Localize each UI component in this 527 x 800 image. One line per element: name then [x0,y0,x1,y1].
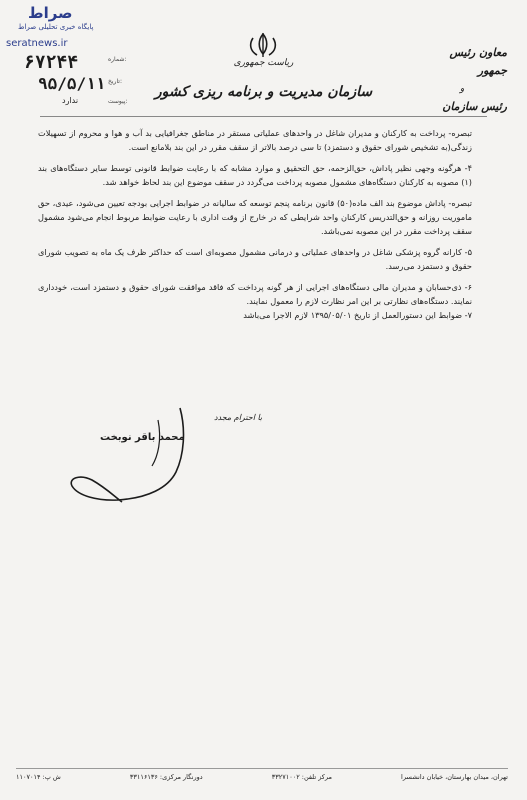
paragraph-note2: تبصره- پاداش موضوع بند الف ماده(۵۰) قانون برنامه پنجم توسعه که سالیانه در ضوابط اجرایی بودجه تعیین می‌شود، عیدی، حق ماموریت روزانه و حق‌التدریس کارکنان واحد شرایطی که در خارج از وقت اداری با رعایت ضوابط مربوط انجام می‌شود مشمول سقف پرداخت مقرر در این مصوبه نمی‌باشد. [38,198,473,236]
footer-fax: دورنگار مرکزی: ۳۳۱۱۶۱۳۶ [129,773,203,781]
watermark-logo: صراط [28,4,73,22]
paragraph-item4: ۴- هرگونه وجهی نظیر پاداش، حق‌الزحمه، حق التحقیق و موارد مشابه که با رعایت ضوابط قانونی توسط سایر دستگاه‌های بند (۱) مصوبه به کارکنان دستگاه‌های مشمول مصوبه پرداخت می‌گردد در سقف موضوع این بند لحاظ خواهد شد. [38,163,472,187]
paragraph-note1: تبصره- پرداخت به کارکنان و مدیران شاغل در واحدهای عملیاتی مستقر در مناطق جغرافیایی بد آب و هوا و محروم از تسهیلات زندگی(به تشخیص شورای حقوق و دستمزد) تا سی درصد بالاتر از سقف مقرر در این بند بلامانع است. [38,128,472,152]
paragraph-item7: ۷- ضوابط این دستورالعمل از تاریخ ۱۳۹۵/۰۵/۰۱ لازم الاجرا می‌باشد [243,310,472,320]
watermark-subtitle: پایگاه خبری تحلیلی صراط [18,23,94,31]
number-label: شماره: [108,56,127,63]
signer-name: محمد باقر نوبخت [100,432,185,443]
footer-postcode: ش پ: ۱۱۰۷۰۱۴ [16,773,61,781]
iran-emblem-icon [244,32,282,58]
letter-footer [16,768,508,781]
footer-phone: مرکز تلفن: ۳۳۲۷۱۰۰۲ [271,773,332,781]
closing-phrase: با احترام مجدد [214,413,263,422]
letter-attachment: ندارد [62,96,79,105]
letter-body [38,126,472,322]
recipient-line1: معاون رئیس جمهور [449,46,507,77]
footer-address: تهران، میدان بهارستان، خیابان دانشسرا [401,773,508,781]
paragraph-item5: ۵- کارانه گروه پزشکی شاغل در واحدهای عملیاتی و درمانی مشمول مصوبه‌ای است که حداکثر ظرف یک ماه به تصویب شورای حقوق و دستمزد می‌رسد. [38,247,472,271]
org-line1: ریاست جمهوری [233,58,294,68]
date-label: تاریخ: [108,78,122,85]
paragraph-item6: ۶- ذی‌حسابان و مدیران مالی دستگاه‌های اجرایی از هر گونه پرداخت که فاقد موافقت شورای حقوق و دستمزد است، خودداری نمایند. دستگاه‌های نظارتی بر این امر نظارت لازم را معمول نمایند. [38,282,472,306]
attach-label: پیوست: [108,98,128,105]
org-line2: سازمان مدیریت و برنامه ریزی کشور [154,84,373,100]
watermark-url: seratnews.ir [6,38,68,49]
letter-number: ۶۷۲۴۴ [24,52,79,73]
recipient-and: و [459,84,465,94]
letter-date: ۹۵/۵/۱۱ [38,74,106,93]
recipient-block [417,44,507,116]
signature-icon [58,400,218,510]
header-divider [40,116,487,117]
recipient-line2: رئیس سازمان [442,100,507,113]
